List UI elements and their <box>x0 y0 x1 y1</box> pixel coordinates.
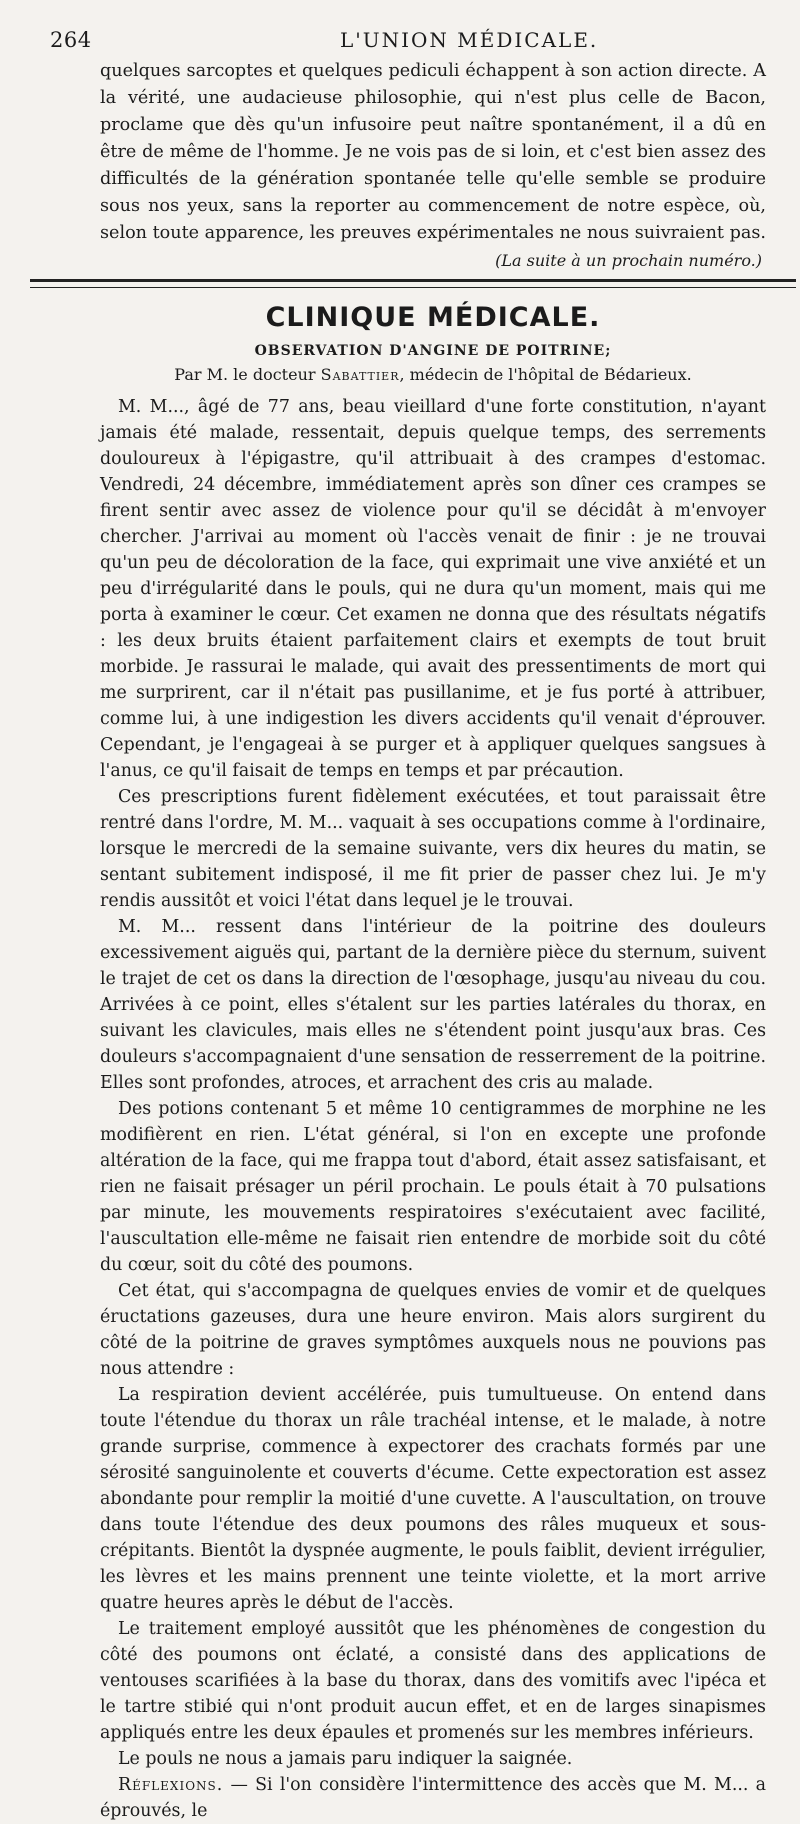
paragraph-2: Ces prescriptions furent fidèlement exécutées, et tout paraissait être rentré dans l'ordre, M. M... vaquait à ses occupations comme à l'ordinaire, lorsque le mercredi de la semaine suivante, vers dix heures du matin, se sentant subitement indisposé, il me fit prier de passer chez lui. Je m'y rendis aussitôt et voici l'état dans lequel je le trouvai. <box>100 787 766 911</box>
running-head <box>50 18 766 58</box>
reflexions-label: Réflexions. <box>118 1775 224 1795</box>
page-number: 264 <box>50 28 92 52</box>
paragraph-6: La respiration devient accélérée, puis tumultueuse. On entend dans toute l'étendue du thorax un râle trachéal intense, et le malade, à notre grande surprise, commence à expectorer des crachats formés par une sérosité sanguinolente et couverts d'écume. Cette expectoration est assez abondante pour remplir la moitié d'une cuvette. A l'auscultation, on trouve dans toute l'étendue des deux poumons des râles muqueux et sous-crépitants. Bientôt la dyspnée augmente, le pouls faiblit, devient irrégulier, les lèvres et les mains prennent une teinte violette, et la mort arrive quatre heures après le début de l'accès. <box>100 1385 766 1613</box>
reflexions-paragraph <box>100 1772 766 1824</box>
section-title: CLINIQUE MÉDICALE. <box>265 302 601 333</box>
paragraph-7: Le traitement employé aussitôt que les phénomènes de congestion du côté des poumons ont éclaté, a consisté dans des applications de ventouses scarifiées à la base du thorax, dans des vomitifs avec l'ipéca et le tartre stibié qui n'ont produit aucun effet, et en de larges sinapismes appliqués entre les deux épaules et promenés sur les membres inférieurs. <box>100 1619 766 1743</box>
article-body <box>100 394 766 1824</box>
observation-title: OBSERVATION D'ANGINE DE POITRINE; <box>254 343 612 359</box>
paragraph-5: Cet état, qui s'accompagna de quelques envies de vomir et de quelques éructations gazeuses, dura une heure environ. Mais alors surgirent du côté de la poitrine de graves symptômes auxquels nous ne pouvions pas nous attendre : <box>100 1281 766 1379</box>
author-prefix: Par M. le docteur <box>174 365 316 384</box>
continuation-note: (La suite à un prochain numéro.) <box>495 251 762 270</box>
intro-section <box>100 58 766 273</box>
paragraph-1: M. M..., âgé de 77 ans, beau vieillard d'une forte constitution, n'ayant jamais été malade, ressentait, depuis quelque temps, des serrements douloureux à l'épigastre, qu'il attribuait à des crampes d'estomac. Vendredi, 24 décembre, immédiatement après son dîner ces crampes se firent sentir avec assez de violence pour qu'il se décidât à m'envoyer chercher. J'arrivai au moment où l'accès venait de finir : je ne trouvai qu'un peu de décoloration de la face, qui exprimait une vive anxiété et un peu d'irrégularité dans le pouls, qui ne dura qu'un moment, mais qui me porta à examiner le cœur. Cet examen ne donna que des résultats négatifs : les deux bruits étaient parfaitement clairs et exempts de tout bruit morbide. Je rassurai le malade, qui avait des pressentiments de mort qui me surprirent, car il n'était pas pusillanime, et je fus porté à attribuer, comme lui, à une indigestion les divers accidents qu'il venait d'éprouver. Cependant, je l'engageai à se purger et à appliquer quelques sangsues à l'anus, ce qu'il faisait de temps en temps et par précaution. <box>100 397 766 781</box>
reflexions-text: — Si l'on considère l'intermittence des accès que M. M... a éprouvés, le <box>100 1775 766 1821</box>
paragraph-8: Le pouls ne nous a jamais paru indiquer la saignée. <box>118 1749 573 1769</box>
author-line <box>100 365 766 384</box>
intro-paragraph: quelques sarcoptes et quelques pediculi échappent à son action directe. A la vérité, une audacieuse philosophie, qui n'est plus celle de Bacon, proclame que dès qu'un infusoire peut naître spontanément, il a dû en être de même de l'homme. Je ne vois pas de si loin, et c'est bien assez des difficultés de la génération spontanée telle qu'elle semble se produire sous nos yeux, sans la reporter au commencement de notre espèce, où, selon toute apparence, les preuves expérimentales ne nous suivraient pas. <box>100 61 766 243</box>
paragraph-3: M. M... ressent dans l'intérieur de la poitrine des douleurs excessivement aiguës qui, partant de la dernière pièce du sternum, suivent le trajet de cet os dans la direction de l'œsophage, jusqu'au niveau du cou. Arrivées à ce point, elles s'étalent sur les parties latérales du thorax, en suivant les clavicules, mais elles ne s'étendent point jusqu'aux bras. Ces douleurs s'accompagnaient d'une sensation de resserrement de la poitrine. Elles sont profondes, atroces, et arrachent des cris au malade. <box>100 917 766 1093</box>
author-suffix: , médecin de l'hôpital de Bédarieux. <box>399 365 692 384</box>
paragraph-4: Des potions contenant 5 et même 10 centigrammes de morphine ne les modifièrent en rien. L'état général, si l'on en excepte une profonde altération de la face, qui me frappa tout d'abord, était assez satisfaisant, et rien ne faisait présager un péril prochain. Le pouls était à 70 pulsations par minute, les mouvements respiratoires s'exécutaient avec facilité, l'auscultation elle-même ne faisait rien entendre de morbide soit du côté du cœur, soit du côté des poumons. <box>100 1099 766 1275</box>
section-divider <box>30 279 796 288</box>
journal-title: L'UNION MÉDICALE. <box>340 28 599 52</box>
author-name: Sabattier <box>320 365 400 384</box>
